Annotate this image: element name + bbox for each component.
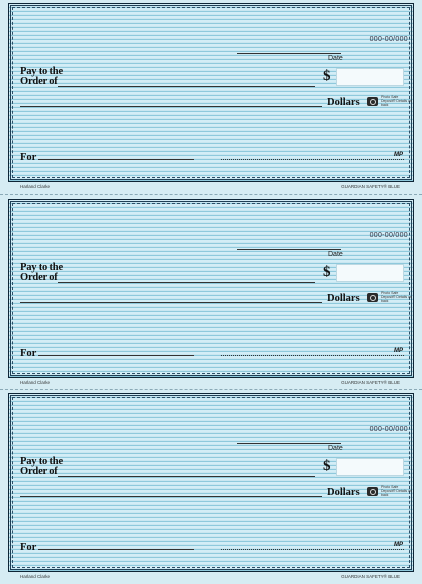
check-number: 000-00/000: [369, 36, 408, 43]
dollar-sign: $: [323, 68, 331, 84]
check-face: [8, 199, 414, 378]
footer-right: GUARDIAN SAFETY® BLUE: [341, 184, 400, 189]
photo-safe-text: Photo Safe Deposit® Details on back: [381, 485, 412, 497]
mp-mark: MP: [394, 152, 403, 158]
perforation: [0, 194, 422, 195]
order-of-label: Order of: [20, 466, 58, 477]
date-line[interactable]: [237, 53, 341, 54]
footer-left: Harland Clarke: [20, 380, 51, 385]
payee-line[interactable]: [58, 86, 315, 87]
check-2: [0, 196, 422, 390]
for-label: For: [20, 542, 37, 553]
memo-line[interactable]: [38, 549, 194, 550]
footer-right: GUARDIAN SAFETY® BLUE: [341, 380, 400, 385]
signature-line[interactable]: [221, 549, 404, 550]
photo-safe-text: Photo Safe Deposit® Details on back: [381, 95, 412, 107]
date-label: Date: [328, 55, 343, 62]
pay-to-label: Pay to the: [20, 66, 63, 77]
pay-to-label: Pay to the: [20, 456, 63, 467]
order-of-label: Order of: [20, 272, 58, 283]
check-face: [8, 393, 414, 572]
amount-words-line[interactable]: [20, 106, 322, 107]
for-label: For: [20, 348, 37, 359]
date-label: Date: [328, 445, 343, 452]
amount-box[interactable]: [336, 68, 404, 86]
dollar-sign: $: [323, 264, 331, 280]
signature-line[interactable]: [221, 159, 404, 160]
dollars-label: Dollars: [327, 97, 360, 108]
camera-icon: [367, 293, 378, 302]
mp-mark: MP: [394, 542, 403, 548]
dollars-label: Dollars: [327, 487, 360, 498]
for-label: For: [20, 152, 37, 163]
signature-line[interactable]: [221, 355, 404, 356]
check-face: [8, 3, 414, 182]
amount-words-line[interactable]: [20, 496, 322, 497]
date-line[interactable]: [237, 443, 341, 444]
order-of-label: Order of: [20, 76, 58, 87]
footer-right: GUARDIAN SAFETY® BLUE: [341, 574, 400, 579]
amount-words-line[interactable]: [20, 302, 322, 303]
memo-line[interactable]: [38, 159, 194, 160]
mp-mark: MP: [394, 348, 403, 354]
dollar-sign: $: [323, 458, 331, 474]
pay-to-label: Pay to the: [20, 262, 63, 273]
check-number: 000-00/000: [369, 232, 408, 239]
check-1: [0, 0, 422, 194]
footer-left: Harland Clarke: [20, 184, 51, 189]
amount-box[interactable]: [336, 264, 404, 282]
photo-safe-text: Photo Safe Deposit® Details on back: [381, 291, 412, 303]
date-label: Date: [328, 251, 343, 258]
payee-line[interactable]: [58, 476, 315, 477]
memo-line[interactable]: [38, 355, 194, 356]
date-line[interactable]: [237, 249, 341, 250]
dollars-label: Dollars: [327, 293, 360, 304]
check-number: 000-00/000: [369, 426, 408, 433]
payee-line[interactable]: [58, 282, 315, 283]
footer-left: Harland Clarke: [20, 574, 51, 579]
camera-icon: [367, 97, 378, 106]
check-3: [0, 390, 422, 584]
amount-box[interactable]: [336, 458, 404, 476]
camera-icon: [367, 487, 378, 496]
